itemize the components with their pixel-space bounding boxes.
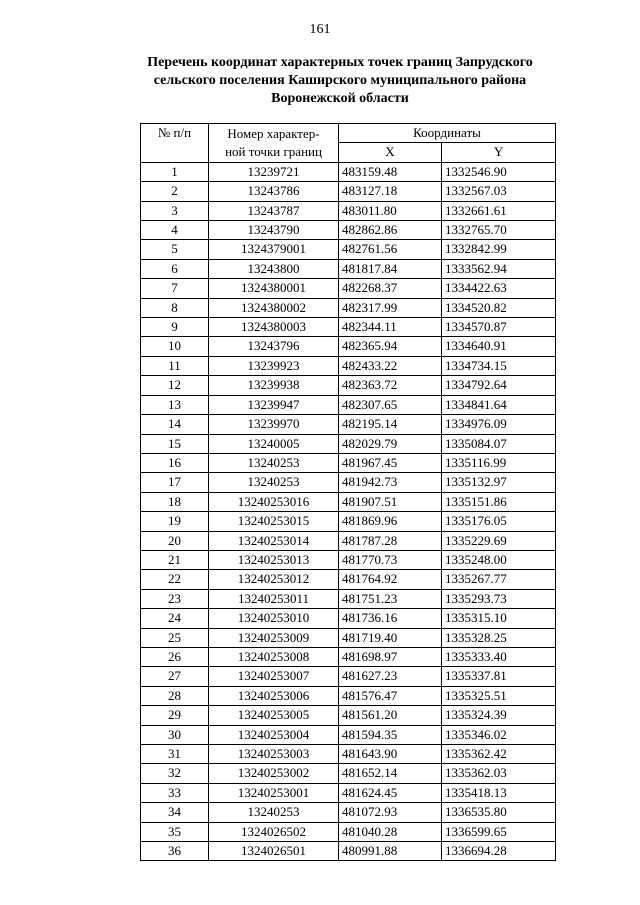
y-coordinate-cell: 1335324.39 [442, 706, 556, 725]
row-number-cell: 35 [141, 822, 209, 841]
title-line: Перечень координат характерных точек границ Запрудского [147, 55, 533, 70]
point-number-cell: 13240253009 [209, 628, 339, 647]
x-coordinate-cell: 483011.80 [339, 201, 442, 220]
row-number-cell: 25 [141, 628, 209, 647]
y-coordinate-cell: 1333562.94 [442, 259, 556, 278]
x-coordinate-cell: 481719.40 [339, 628, 442, 647]
x-coordinate-cell: 481942.73 [339, 473, 442, 492]
x-coordinate-cell: 482029.79 [339, 434, 442, 453]
x-coordinate-cell: 481764.92 [339, 570, 442, 589]
x-coordinate-cell: 482317.99 [339, 298, 442, 317]
x-coordinate-cell: 481751.23 [339, 589, 442, 608]
y-coordinate-cell: 1335418.13 [442, 783, 556, 802]
y-coordinate-cell: 1335315.10 [442, 609, 556, 628]
point-number-cell: 13240253006 [209, 686, 339, 705]
row-number-cell: 14 [141, 415, 209, 434]
y-coordinate-cell: 1335151.86 [442, 492, 556, 511]
table-row [141, 628, 556, 647]
y-coordinate-cell: 1332546.90 [442, 162, 556, 181]
table-row [141, 686, 556, 705]
point-number-cell: 1324026502 [209, 822, 339, 841]
x-coordinate-cell: 482761.56 [339, 240, 442, 259]
x-coordinate-cell: 482433.22 [339, 356, 442, 375]
x-coordinate-cell: 481869.96 [339, 512, 442, 531]
row-number-cell: 13 [141, 395, 209, 414]
row-number-cell: 16 [141, 453, 209, 472]
table-row [141, 201, 556, 220]
y-coordinate-cell: 1334841.64 [442, 395, 556, 414]
row-number-cell: 21 [141, 550, 209, 569]
y-coordinate-cell: 1335362.42 [442, 745, 556, 764]
table-row [141, 531, 556, 550]
point-number-cell: 1324379001 [209, 240, 339, 259]
y-coordinate-cell: 1336535.80 [442, 803, 556, 822]
y-coordinate-cell: 1335176.05 [442, 512, 556, 531]
row-number-cell: 12 [141, 376, 209, 395]
point-number-cell: 13240253012 [209, 570, 339, 589]
table-row [141, 745, 556, 764]
y-coordinate-cell: 1335248.00 [442, 550, 556, 569]
x-coordinate-cell: 481698.97 [339, 647, 442, 666]
y-coordinate-cell: 1335084.07 [442, 434, 556, 453]
point-number-cell: 13240253002 [209, 764, 339, 783]
table-row [141, 356, 556, 375]
row-number-cell: 9 [141, 318, 209, 337]
table-row [141, 221, 556, 240]
coordinates-table [140, 123, 556, 861]
point-number-cell: 13239970 [209, 415, 339, 434]
header-number: № п/п [141, 124, 209, 163]
row-number-cell: 34 [141, 803, 209, 822]
row-number-cell: 33 [141, 783, 209, 802]
x-coordinate-cell: 480991.88 [339, 842, 442, 861]
y-coordinate-cell: 1335333.40 [442, 647, 556, 666]
y-coordinate-cell: 1335293.73 [442, 589, 556, 608]
x-coordinate-cell: 481040.28 [339, 822, 442, 841]
row-number-cell: 20 [141, 531, 209, 550]
row-number-cell: 15 [141, 434, 209, 453]
table-row [141, 570, 556, 589]
point-number-cell: 13240253 [209, 453, 339, 472]
x-coordinate-cell: 481770.73 [339, 550, 442, 569]
table-row [141, 298, 556, 317]
table-row [141, 492, 556, 511]
point-number-cell: 13240253014 [209, 531, 339, 550]
x-coordinate-cell: 481624.45 [339, 783, 442, 802]
table-row [141, 667, 556, 686]
table-row [141, 240, 556, 259]
x-coordinate-cell: 482268.37 [339, 279, 442, 298]
table-row [141, 783, 556, 802]
row-number-cell: 17 [141, 473, 209, 492]
header-coordinates: Координаты [339, 124, 556, 143]
table-row [141, 434, 556, 453]
table-row [141, 259, 556, 278]
header-x: X [339, 143, 442, 162]
row-number-cell: 28 [141, 686, 209, 705]
x-coordinate-cell: 481561.20 [339, 706, 442, 725]
row-number-cell: 26 [141, 647, 209, 666]
x-coordinate-cell: 481643.90 [339, 745, 442, 764]
table-row [141, 550, 556, 569]
point-number-cell: 13239923 [209, 356, 339, 375]
point-number-cell: 13240253 [209, 803, 339, 822]
table-row [141, 512, 556, 531]
point-number-cell: 13240253003 [209, 745, 339, 764]
row-number-cell: 6 [141, 259, 209, 278]
row-number-cell: 30 [141, 725, 209, 744]
row-number-cell: 2 [141, 182, 209, 201]
table-row [141, 318, 556, 337]
x-coordinate-cell: 482365.94 [339, 337, 442, 356]
row-number-cell: 27 [141, 667, 209, 686]
y-coordinate-cell: 1334734.15 [442, 356, 556, 375]
x-coordinate-cell: 482344.11 [339, 318, 442, 337]
x-coordinate-cell: 482363.72 [339, 376, 442, 395]
table-row [141, 842, 556, 861]
y-coordinate-cell: 1334640.91 [442, 337, 556, 356]
table-row [141, 182, 556, 201]
point-number-cell: 13240253 [209, 473, 339, 492]
row-number-cell: 32 [141, 764, 209, 783]
row-number-cell: 1 [141, 162, 209, 181]
y-coordinate-cell: 1335267.77 [442, 570, 556, 589]
x-coordinate-cell: 481907.51 [339, 492, 442, 511]
x-coordinate-cell: 481817.84 [339, 259, 442, 278]
row-number-cell: 18 [141, 492, 209, 511]
title-line: сельского поселения Каширского муниципального района [153, 73, 527, 88]
table-row [141, 803, 556, 822]
point-number-cell: 13240253013 [209, 550, 339, 569]
y-coordinate-cell: 1335362.03 [442, 764, 556, 783]
page-number: 161 [309, 22, 331, 37]
point-number-cell: 13243796 [209, 337, 339, 356]
x-coordinate-cell: 482307.65 [339, 395, 442, 414]
table-row [141, 589, 556, 608]
table-row [141, 725, 556, 744]
row-number-cell: 5 [141, 240, 209, 259]
point-number-cell: 13240253016 [209, 492, 339, 511]
point-number-cell: 13240253010 [209, 609, 339, 628]
x-coordinate-cell: 481594.35 [339, 725, 442, 744]
row-number-cell: 36 [141, 842, 209, 861]
y-coordinate-cell: 1336599.65 [442, 822, 556, 841]
point-number-cell: 13240253008 [209, 647, 339, 666]
x-coordinate-cell: 481627.23 [339, 667, 442, 686]
y-coordinate-cell: 1335116.99 [442, 453, 556, 472]
y-coordinate-cell: 1334570.87 [442, 318, 556, 337]
table-row [141, 822, 556, 841]
y-coordinate-cell: 1335346.02 [442, 725, 556, 744]
table-row [141, 376, 556, 395]
x-coordinate-cell: 481967.45 [339, 453, 442, 472]
x-coordinate-cell: 481652.14 [339, 764, 442, 783]
x-coordinate-cell: 481736.16 [339, 609, 442, 628]
point-number-cell: 1324380003 [209, 318, 339, 337]
table-row [141, 706, 556, 725]
y-coordinate-cell: 1335328.25 [442, 628, 556, 647]
y-coordinate-cell: 1332567.03 [442, 182, 556, 201]
table-row [141, 609, 556, 628]
row-number-cell: 4 [141, 221, 209, 240]
table-row [141, 473, 556, 492]
y-coordinate-cell: 1334792.64 [442, 376, 556, 395]
row-number-cell: 3 [141, 201, 209, 220]
point-number-cell: 13240253011 [209, 589, 339, 608]
point-number-cell: 1324026501 [209, 842, 339, 861]
point-number-cell: 13243790 [209, 221, 339, 240]
table-row [141, 337, 556, 356]
table-row [141, 415, 556, 434]
y-coordinate-cell: 1332842.99 [442, 240, 556, 259]
y-coordinate-cell: 1334976.09 [442, 415, 556, 434]
row-number-cell: 31 [141, 745, 209, 764]
point-number-cell: 13239938 [209, 376, 339, 395]
point-number-cell: 13243786 [209, 182, 339, 201]
table-row [141, 647, 556, 666]
row-number-cell: 8 [141, 298, 209, 317]
header-y: Y [442, 143, 556, 162]
x-coordinate-cell: 482862.86 [339, 221, 442, 240]
point-number-cell: 13240253001 [209, 783, 339, 802]
point-number-cell: 13239947 [209, 395, 339, 414]
row-number-cell: 29 [141, 706, 209, 725]
point-number-cell: 13243787 [209, 201, 339, 220]
point-number-cell: 13240253007 [209, 667, 339, 686]
row-number-cell: 24 [141, 609, 209, 628]
y-coordinate-cell: 1334520.82 [442, 298, 556, 317]
y-coordinate-cell: 1332765.70 [442, 221, 556, 240]
y-coordinate-cell: 1335337.81 [442, 667, 556, 686]
point-number-cell: 1324380002 [209, 298, 339, 317]
header-point-line: ной точки границ [225, 143, 322, 159]
y-coordinate-cell: 1335229.69 [442, 531, 556, 550]
table-row [141, 395, 556, 414]
table-row [141, 162, 556, 181]
table-row [141, 453, 556, 472]
y-coordinate-cell: 1335325.51 [442, 686, 556, 705]
header-point-number [209, 124, 339, 163]
row-number-cell: 19 [141, 512, 209, 531]
point-number-cell: 1324380001 [209, 279, 339, 298]
x-coordinate-cell: 481072.93 [339, 803, 442, 822]
x-coordinate-cell: 483127.18 [339, 182, 442, 201]
document-title [110, 54, 570, 108]
y-coordinate-cell: 1335132.97 [442, 473, 556, 492]
row-number-cell: 10 [141, 337, 209, 356]
row-number-cell: 23 [141, 589, 209, 608]
point-number-cell: 13240253005 [209, 706, 339, 725]
row-number-cell: 11 [141, 356, 209, 375]
table-row [141, 764, 556, 783]
point-number-cell: 13240253004 [209, 725, 339, 744]
y-coordinate-cell: 1336694.28 [442, 842, 556, 861]
point-number-cell: 13243800 [209, 259, 339, 278]
y-coordinate-cell: 1334422.63 [442, 279, 556, 298]
row-number-cell: 22 [141, 570, 209, 589]
point-number-cell: 13239721 [209, 162, 339, 181]
point-number-cell: 13240005 [209, 434, 339, 453]
table-row [141, 279, 556, 298]
row-number-cell: 7 [141, 279, 209, 298]
table-body [141, 162, 556, 861]
x-coordinate-cell: 481787.28 [339, 531, 442, 550]
x-coordinate-cell: 483159.48 [339, 162, 442, 181]
y-coordinate-cell: 1332661.61 [442, 201, 556, 220]
x-coordinate-cell: 481576.47 [339, 686, 442, 705]
point-number-cell: 13240253015 [209, 512, 339, 531]
header-point-line: Номер характер- [227, 125, 320, 141]
title-line: Воронежской области [271, 91, 409, 106]
x-coordinate-cell: 482195.14 [339, 415, 442, 434]
